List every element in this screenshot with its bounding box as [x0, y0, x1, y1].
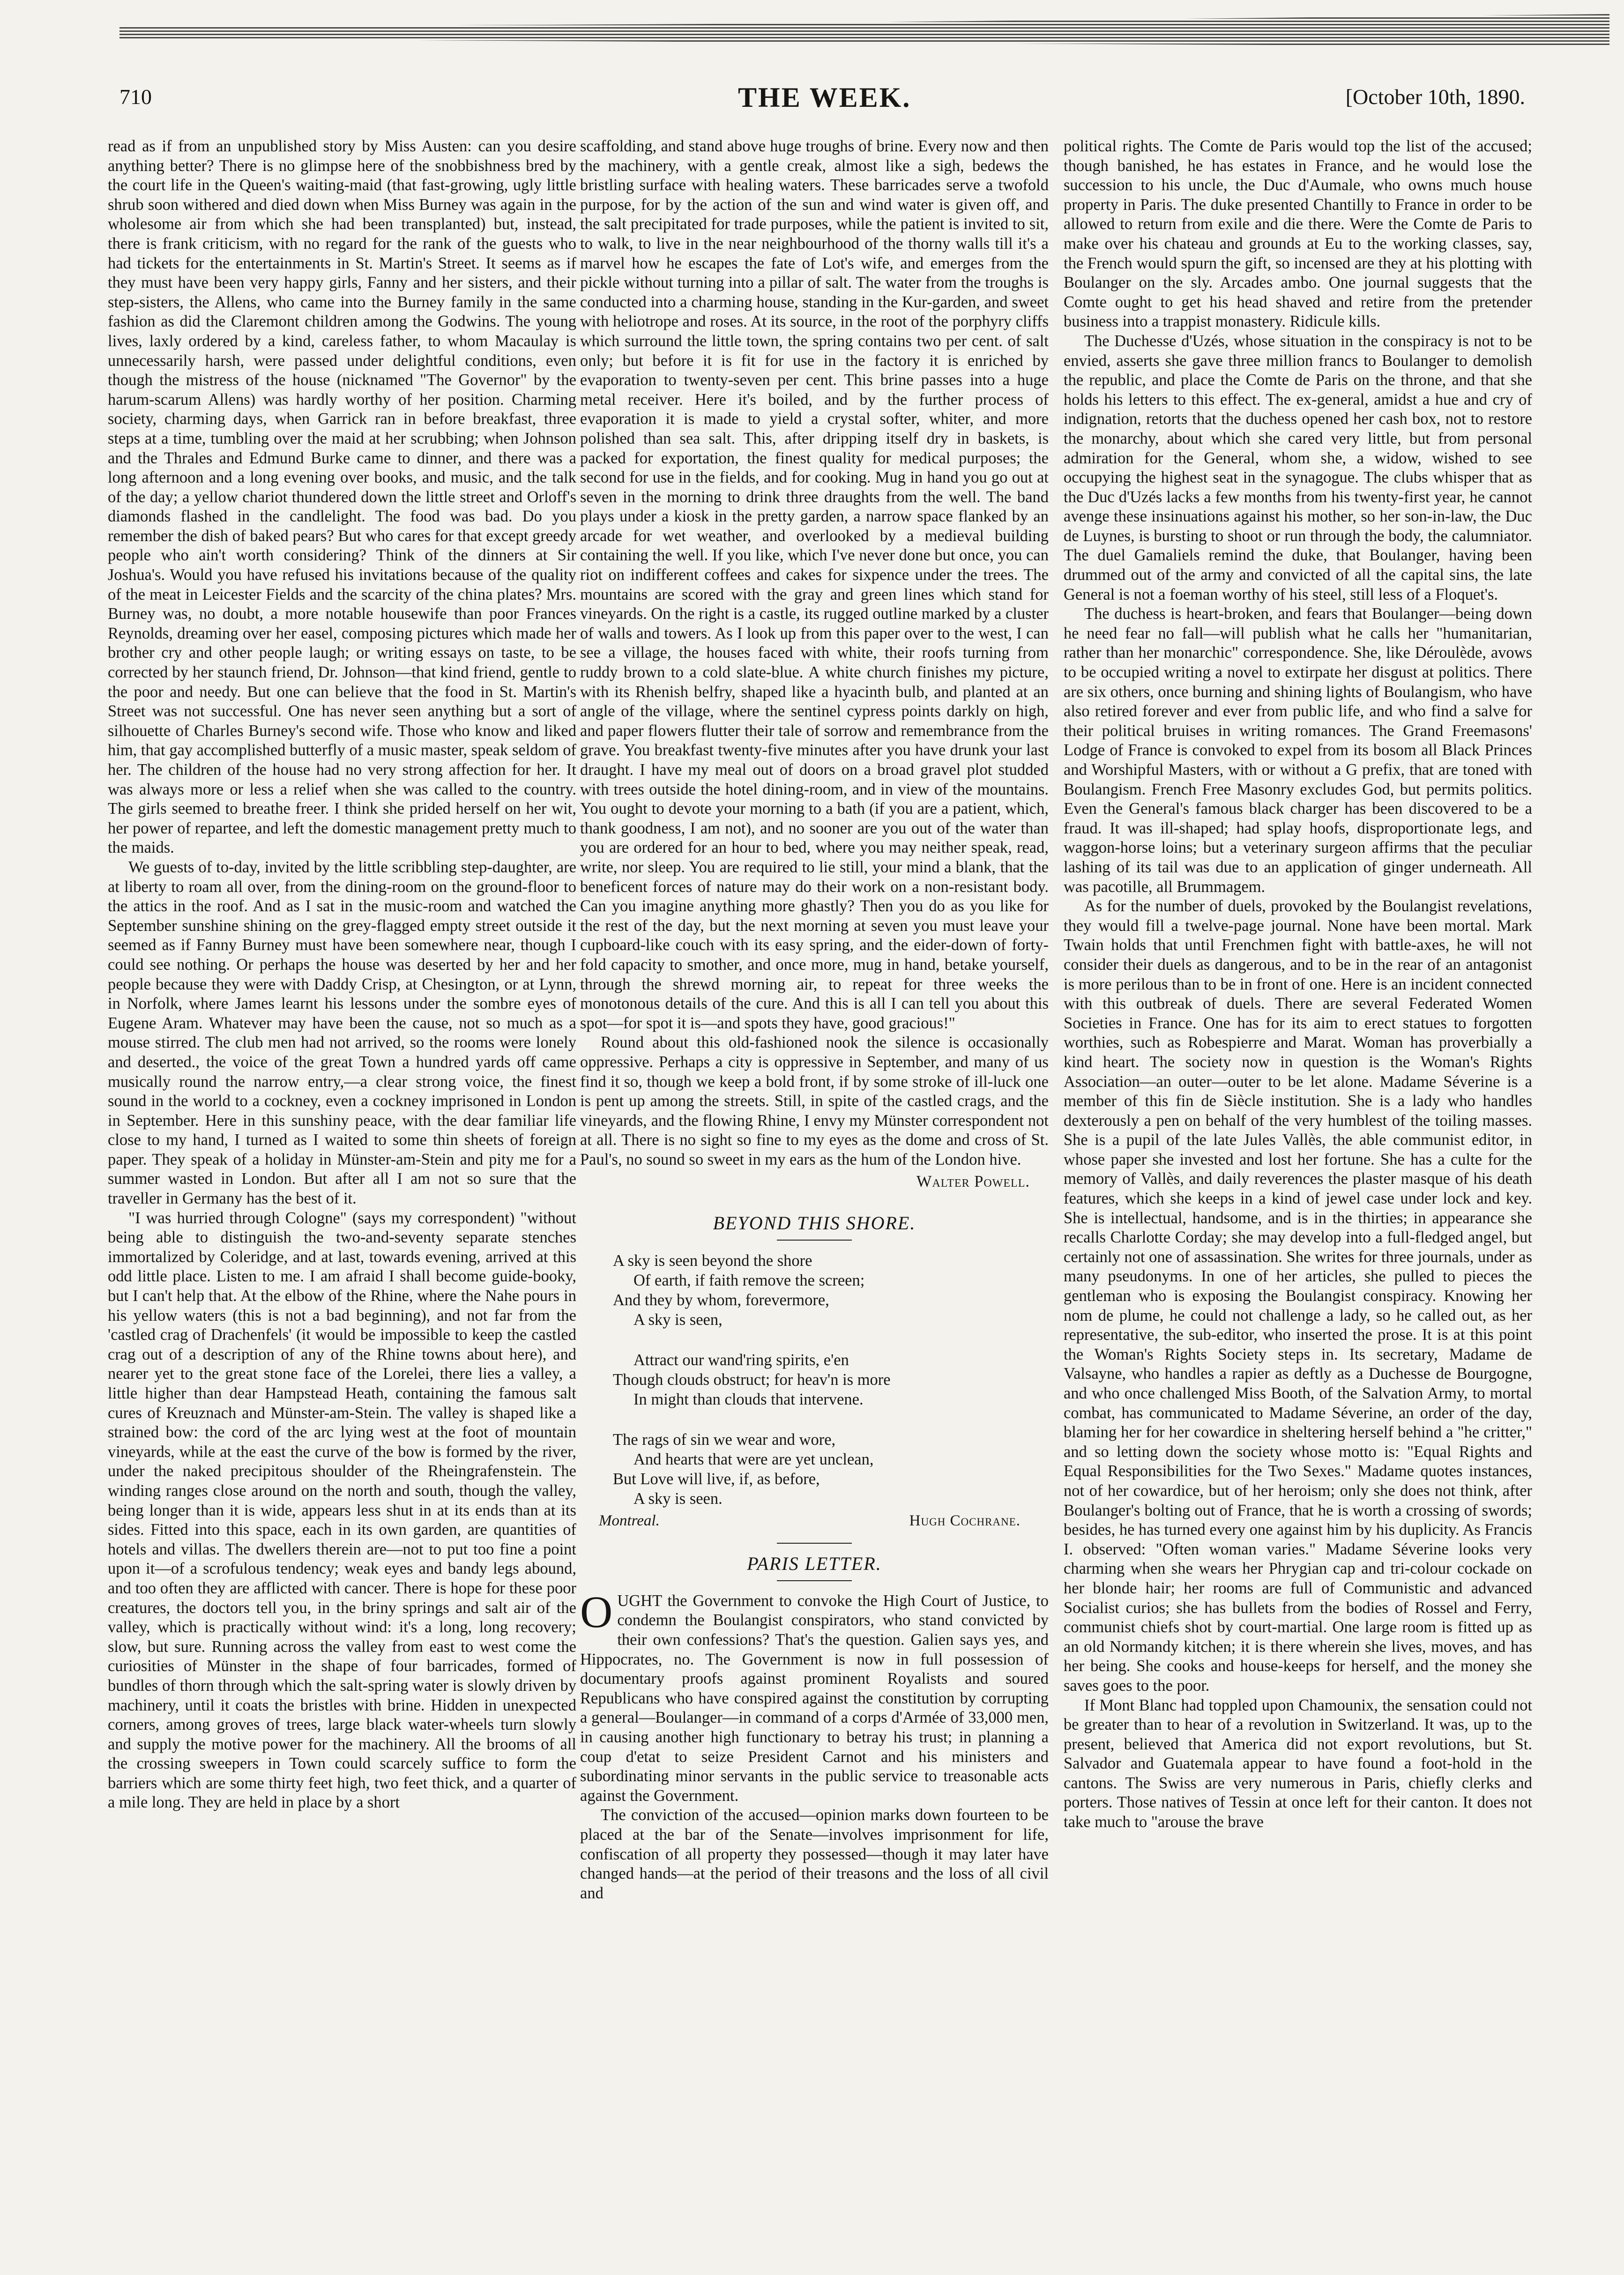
- poem-line: Attract our wand'ring spirits, e'en: [633, 1351, 849, 1369]
- paragraph: The conviction of the accused—opinion marks down fourteen to be placed at the bar of the Senate—involves imprisonment for life, confiscation of all property they possessed—though it may later have changed hands—at the period of their treasons and the loss of all civil and: [580, 1806, 1049, 1902]
- poem-line: A sky is seen.: [633, 1489, 723, 1508]
- poem-line: But Love will live, if, as before,: [613, 1470, 820, 1488]
- paragraph: [580, 1586, 1049, 1806]
- article-signature: Walter Powell.: [916, 1173, 1030, 1191]
- poem-stanza: [613, 1251, 1049, 1330]
- paragraph: We guests of to-day, invited by the little scribbling step-daughter, are at liberty to roam all over, from the dining-room on the ground-floor to the attics in the roof. And as I sat in the music-room and watched the September sunshine shining on the grey-flagged empty street outside it seemed as if Fanny Burney must have been somewhere near, though I could see nothing. Or perhaps the house was deserted by her and her people because they were with Daddy Crisp, at Chesington, or at Lynn, in Norfolk, where James learnt his lessons under the sombre eyes of Eugene Aram. Whatever may have been the cause, not so much as a mouse stirred. The club men had not arrived, so the rooms were lonely and deserted., the voice of the great Town a hundred yards off came musically round the narrow entry,—a clear strong voice, the finest sound in the world to a cockney, even a cockney imprisoned in London in September. Here in this sunshiny peace, with the dear familiar life close to my hand, I turned as I waited to some thin sheets of foreign paper. They speak of a holiday in Münster-am-Stein and pity me for a summer wasted in London. But after all I am not so sure that the traveller in Germany has the best of it.: [108, 858, 576, 1208]
- paragraph: The duchess is heart-broken, and fears that Boulanger—being down he need fear no fall—will publish what he calls her "humanitarian, rather than her monarchic" correspondence. She, like Déroulède, avows to be occupied writing a novel to extirpate her disgust at politics. There are six others, once burning and shining lights of Boulangism, who have also retired forever and ever from public life, and who find a salve for their political bruises in writing romances. The Grand Freemasons' Lodge of France is convoked to expel from its bosom all Black Princes and Worshipful Masters, with or without a G prefix, that are toned with Boulangism. French Free Masonry excludes God, but permits politics. Even the General's famous black charger has been discovered to be a fraud. It was ill-shaped; had splay hoofs, disproportionate legs, and waggon-horse loins; but a veterinary surgeon affirms that the peculiar lashing of its tail was due to an application of ginger underneath. All was pacotille, all Brummagem.: [1064, 605, 1532, 896]
- page-number: 710: [119, 85, 152, 109]
- paragraph: political rights. The Comte de Paris would top the list of the accused; though banished, he has estates in France, and he would lose the succession to his uncle, the Duc d'Aumale, who owns much house property in Paris. The duke presented Chantilly to France in order to be allowed to return from exile and die there. Were the Comte de Paris to make over his chateau and grounds at Eu to the working classes, say, the French would spurn the gift, so incensed are they at his plotting with Boulanger on the sly. Arcades ambo. One journal suggests that the Comte ought to get his head shaved and retire from the pretender business into a trappist monastery. Ridicule kills.: [1064, 137, 1532, 331]
- paragraph-text: UGHT the Government to convoke the High Court of Justice, to condemn the Boulangist conspirators, who stand convicted by their own confessions? That's the question. Galien says yes, and Hippocrates, no. The Government is now in full possession of documentary proofs against prominent Royalists and soured Republicans who have conspired against the constitution by corrupting a general—Boulanger—in command of a corps d'Armée of 33,000 men, in causing another high functionary to betray his trust; in planning a coup d'etat to seize President Carnot and his ministers and subordinating minor servants in the public service to treasonable acts against the Government.: [580, 1591, 1049, 1805]
- poem-credit: [580, 1511, 1049, 1531]
- journal-title: THE WEEK.: [738, 82, 911, 113]
- poem-place: Montreal.: [599, 1512, 660, 1529]
- poem-line: In might than clouds that intervene.: [633, 1390, 864, 1408]
- poem-line: Of earth, if faith remove the screen;: [633, 1271, 865, 1289]
- paragraph: read as if from an unpublished story by Miss Austen: can you desire anything better? There is no glimpse here of the snobbishness bred by the court life in the Queen's waiting-maid (that fast-growing, ugly little shrub soon withered and died down when Miss Burney was again in the wholesome air from which she had been transplanted) but, instead, there is frank criticism, with no regard for the rank of the guests who had tickets for the entertainments in St. Martin's Street. It seems as if they must have been very happy girls, Fanny and her sisters, and their step-sisters, the Allens, who came into the Burney family in the same fashion as did the Claremont children among the Godwins. The young lives, laxly ordered by a kind, careless father, to whom Macaulay is unnecessarily harsh, were passed under delightful conditions, even though the mistress of the house (nicknamed "The Governor" by the harum-scarum Allens) was hardly worthy of her position. Charming society, charming days, when Garrick ran in before breakfast, three steps at a time, tumbling over the maid at her scrubbing; when Johnson and the Thrales and Edmund Burke came to dinner, and there was a long afternoon and a long evening over books, and music, and the talk of the day; a yellow chariot thundered down the little street and Orloff's diamonds flashed in the candlelight. The food was bad. Do you remember the dish of baked pears? But who cares for that except greedy people who ain't worth considering? Think of the dinners at Sir Joshua's. Would you have refused his invitations because of the quality of the meat in Leicester Fields and the scarcity of the china plates? Mrs. Burney was, no doubt, a more notable housewife than poor Frances Reynolds, dreaming over her easel, composing pictures which made her brother cry and other people laugh; or writing essays on taste, to be corrected by her staunch friend, Dr. Johnson—that kind friend, gentle to the poor and needy. But one can believe that the food in St. Martin's Street was not successful. One has never seen anything but a sort of silhouette of Charles Burney's second wife. Those who know and liked him, that gay accomplished butterfly of a music master, speak seldom of her. The children of the house had no very strong affection for her. It was always more or less a relief when she was called to the country. The girls seemed to breathe freer. I think she prided herself on her wit, her power of repartee, and left the domestic management pretty much to the maids.: [108, 137, 576, 857]
- column-2: [580, 137, 1049, 1903]
- poem-line: A sky is seen beyond the shore: [613, 1251, 812, 1270]
- poem-line: Though clouds obstruct; for heav'n is more: [613, 1370, 891, 1389]
- top-printed-rule: [119, 14, 1609, 47]
- poem-stanza: [613, 1350, 1049, 1409]
- paragraph: scaffolding, and stand above huge troughs of brine. Every now and then the machinery, with a gentle creak, almost like a sigh, bedews the bristling surface with healing waters. These barricades serve a twofold purpose, for by the action of the sun and wind water is given off, and the salt precipitated for trade purposes, while the patient is invited to sit, to walk, to live in the near neighbourhood of the thorny walls till it's a marvel how he escapes the fate of Lot's wife, and emerges from the pickle without turning into a pillar of salt. The water from the troughs is conducted into a charming house, standing in the Kur-garden, and sweet with heliotrope and roses. At its source, in the root of the porphyry cliffs which surround the little town, the spring contains two per cent. of salt only; but before it is fit for use in the factory it is enriched by evaporation to twenty-seven per cent. This brine passes into a huge metal receiver. Here it's boiled, and by the further process of evaporation it is made to yield a crystal softer, whiter, and more polished than sea salt. This, after dripping itself dry in baskets, is packed for exportation, the finest quality for medical purposes; the second for use in the fields, and for cooking. Mug in hand you go out at seven in the morning to drink three draughts from the well. The band plays under a kiosk in the pretty garden, a narrow space flanked by an arcade for wet weather, and overlooked by a medieval building containing the well. If you like, which I've never done but once, you can riot on indifferent coffees and cakes for sixpence under the trees. The mountains are scored with the gray and green lines which stand for vineyards. On the right is a castle, its rugged outline marked by a cluster of walls and towers. As I look up from this paper over to the west, I can see a village, the houses faced with white, their roofs turning from ruddy brown to a cold slate-blue. A white church finishes my picture, with its Rhenish belfry, shaped like a hyacinth bulb, and planted at an angle of the village, where the sentinel cypress points darkly on high, and paper flowers flutter their tale of sorrow and remembrance from the grave. You breakfast twenty-five minutes after you have drunk your last draught. I have my meal out of doors on a broad gravel plot studded with trees outside the hotel dining-room, and in view of the mountains. You ought to devote your morning to a bath (if you are a patient, which, thank goodness, I am not), and no sooner are you out of the water than you are ordered for an hour to bed, where you may neither speak, read, write, nor sleep. You are required to lie still, your mind a blank, that the beneficent forces of nature may do their work on a non-resistant body. Can you imagine anything more ghastly? Then you do as you like for the rest of the day, but the next morning at seven you must leave your cupboard-like couch with its easy spring, and the eider-down of forty-fold capacity to smother, and once more, mug in hand, betake yourself, through the shrewd morning air, to repeat for three weeks the monotonous details of the cure. And this is all I can tell you about this spot—for spot it is—and spots they have, good gracious!": [580, 137, 1049, 1032]
- title-rule: [777, 1240, 852, 1241]
- page-header: [119, 84, 1525, 126]
- paragraph: "I was hurried through Cologne" (says my correspondent) "without being able to distinguish the two-and-seventy separate stenches immortalized by Coleridge, and at last, towards evening, arrived at this odd little place. Listen to me. I am afraid I shall become guide-booky, but I can't help that. At the elbow of the Rhine, where the Nahe pours in his yellow waters (this is not a bad beginning), and not far from the 'castled crag of Drachenfels' (it would be impossible to keep the castled crag out of a description of any of the Rhine towns about here), and nearer yet to the great stone face of the Lorelei, there lies a valley, a little higher than dear Hampstead Heath, containing the famous salt cures of Kreuznach and Münster-am-Stein. The valley is shaped like a strained bow: the cord of the arc lying west at the foot of mountain vineyards, while at the east the curve of the bow is formed by the river, under the naked precipitous shoulder of the Rheingrafenstein. The winding ranges close around on the north and south, though the valley, being longer than it is wide, appears less shut in at its ends than at its sides. Fitted into this space, each in its own garden, are quantities of hotels and villas. The dwellers therein are—not to put too fine a point upon it—of a scrofulous tendency; weak eyes and bandy legs abound, and too often they are afflicted with cancer. There is hope for these poor creatures, the doctors tell you, in the briny springs and salt air of the valley, which is practically without wind: it's a long, long recovery; slow, but sure. Running across the valley from east to west come the curiosities of Münster in the shape of four barricades, formed of bundles of thorn through which the salt-spring water is slowly driven by machinery, until it coats the bristles with brine. Hidden in unexpected corners, among groves of trees, large black water-wheels turn slowly and supply the motive power for the machinery. All the brooms of all the crossing sweepers in Town could scarcely suffice to form the barriers which are some thirty feet high, two feet thick, and a quarter of a mile long. They are held in place by a short: [108, 1209, 576, 1812]
- paragraph: The Duchesse d'Uzés, whose situation in the conspiracy is not to be envied, asserts she gave three million francs to Boulanger to demolish the republic, and place the Comte de Paris on the throne, and that she holds his letters to this effect. The ex-general, amidst a hue and cry of indignation, retorts that the duchess opened her cash box, not to restore the monarchy, about which she cared very little, but from personal admiration for the General, whom she, a widow, wished to see occupying the highest seat in the synagogue. The clubs whisper that as the Duc d'Uzés lacks a few months from his twenty-first year, he cannot avenge these insinuations against his mother, so her son-in-law, the Duc de Luynes, is bursting to shoot or run through the body, the calumniator. The duel Gamaliels remind the duke, that Boulanger, having been drummed out of the army and convicted of all the capital sins, the late General is not a foeman worthy of his steel, still less of a Floquet's.: [1064, 332, 1532, 603]
- section-rule: [777, 1543, 852, 1544]
- issue-date: [October 10th, 1890.: [1345, 85, 1525, 109]
- poem-line: A sky is seen,: [633, 1310, 723, 1329]
- paragraph: If Mont Blanc had toppled upon Chamounix, the sensation could not be greater than to hear of a revolution in Switzerland. It was, up to the present, believed that America did not export revolutions, but St. Salvador and Guatemala appear to have found a foot-hold in the cantons. The Swiss are very numerous in Paris, chiefly clerks and porters. Those natives of Tessin at once left for their canton. It does not take much to "arouse the brave: [1064, 1696, 1532, 1831]
- poem-line: And hearts that were are yet unclean,: [633, 1450, 874, 1468]
- poem-line: The rags of sin we wear and wore,: [613, 1430, 836, 1449]
- poem-title: BEYOND THIS SHORE.: [713, 1212, 916, 1234]
- poem-stanza: [613, 1430, 1049, 1509]
- poem-line: And they by whom, forevermore,: [613, 1291, 829, 1309]
- column-3: [1064, 137, 1532, 1832]
- paragraph: As for the number of duels, provoked by the Boulangist revelations, they would fill a twelve-page journal. None have been mortal. Mark Twain holds that until Frenchmen fight with battle-axes, he will not consider their duels as dangerous, and to be in the rear of an antagonist is more perilous than to be in front of one. Here is an incident connected with this outbreak of duels. There are several Federated Women Societies in France. One has for its aim to erect statues to forgotten worthies, such as Robespierre and Marat. Woman has proverbially a kind heart. The society now in question is the Woman's Rights Association—an outer—outer to be let alone. Madame Séverine is a member of this fin de Siècle institution. She is a lady who handles dexterously a pen on behalf of the very humblest of the toiling masses. She is a pupil of the late Jules Vallès, the able communist editor, in whose paper she invested and lost her fortune. She has a culte for the memory of Vallès, and daily reverences the plaster masque of his death features, which she keeps in a kind of jewel case under lock and key. She is intellectual, handsome, and is in the thirties; in appearance she recalls Charlotte Corday; she may develop into a full-fledged angel, but certainly not one of assassination. She writes for three journals, under as many pseudonyms. In one of her articles, she pulled to pieces the gentleman who is exposing the Boulangist conspiracy. Knowing her nom de plume, he could not challenge a lady, so he called out, as her representative, the sub-editor, who inserted the prose. It is at this point the Woman's Rights Society steps in. Its secretary, Madame de Valsayne, who handles a rapier as deftly as a Duchesse de Bourgogne, and who once challenged Miss Booth, of the Salvation Army, to mortal combat, has communicated to Madame Séverine, an order of the day, blaming her for her cowardice in sheltering herself behind a "he critter," and so letting down the society whose motto is: "Equal Rights and Equal Responsibilities for the Two Sexes." Madame quotes instances, not of her cowardice, but of her heroism; only she does not think, after Boulanger's bolting out of France, that he is worth a crossing of swords; besides, he has turned every one against him by his duplicity. As Francis I. observed: "Often woman varies." Madame Séverine looks very charming when she wears her Phrygian cap and tri-colour cockade on her blonde hair; her rooms are full of Communistic and advanced Socialist curios; she has bullets from the bodies of Rossel and Ferry, communist chiefs shot by court-martial. One large room is fitted up as an old Normandy kitchen; it is there wherein she lives, moves, and has her being. She cooks and house-keeps for herself, and the money she saves goes to the poor.: [1064, 897, 1532, 1695]
- title-rule: [777, 1580, 852, 1581]
- paragraph: Round about this old-fashioned nook the silence is occasionally oppressive. Perhaps a city is oppressive in September, and many of us find it so, though we keep a bold front, if by some stroke of ill-luck one is pent up among the streets. Still, in spite of the castled crags, and the vineyards, and the flowing Rhine, I envy my Münster correspondent not at all. There is no sight so fine to my eyes as the dome and cross of St. Paul's, no sound so sweet in my ears as the hum of the London hive.: [580, 1033, 1049, 1168]
- poem-author: Hugh Cochrane.: [909, 1512, 1021, 1529]
- poem: [580, 1251, 1049, 1509]
- letter-title: PARIS LETTER.: [747, 1553, 882, 1575]
- column-1: [108, 137, 576, 1813]
- drop-cap: O: [580, 1586, 613, 1637]
